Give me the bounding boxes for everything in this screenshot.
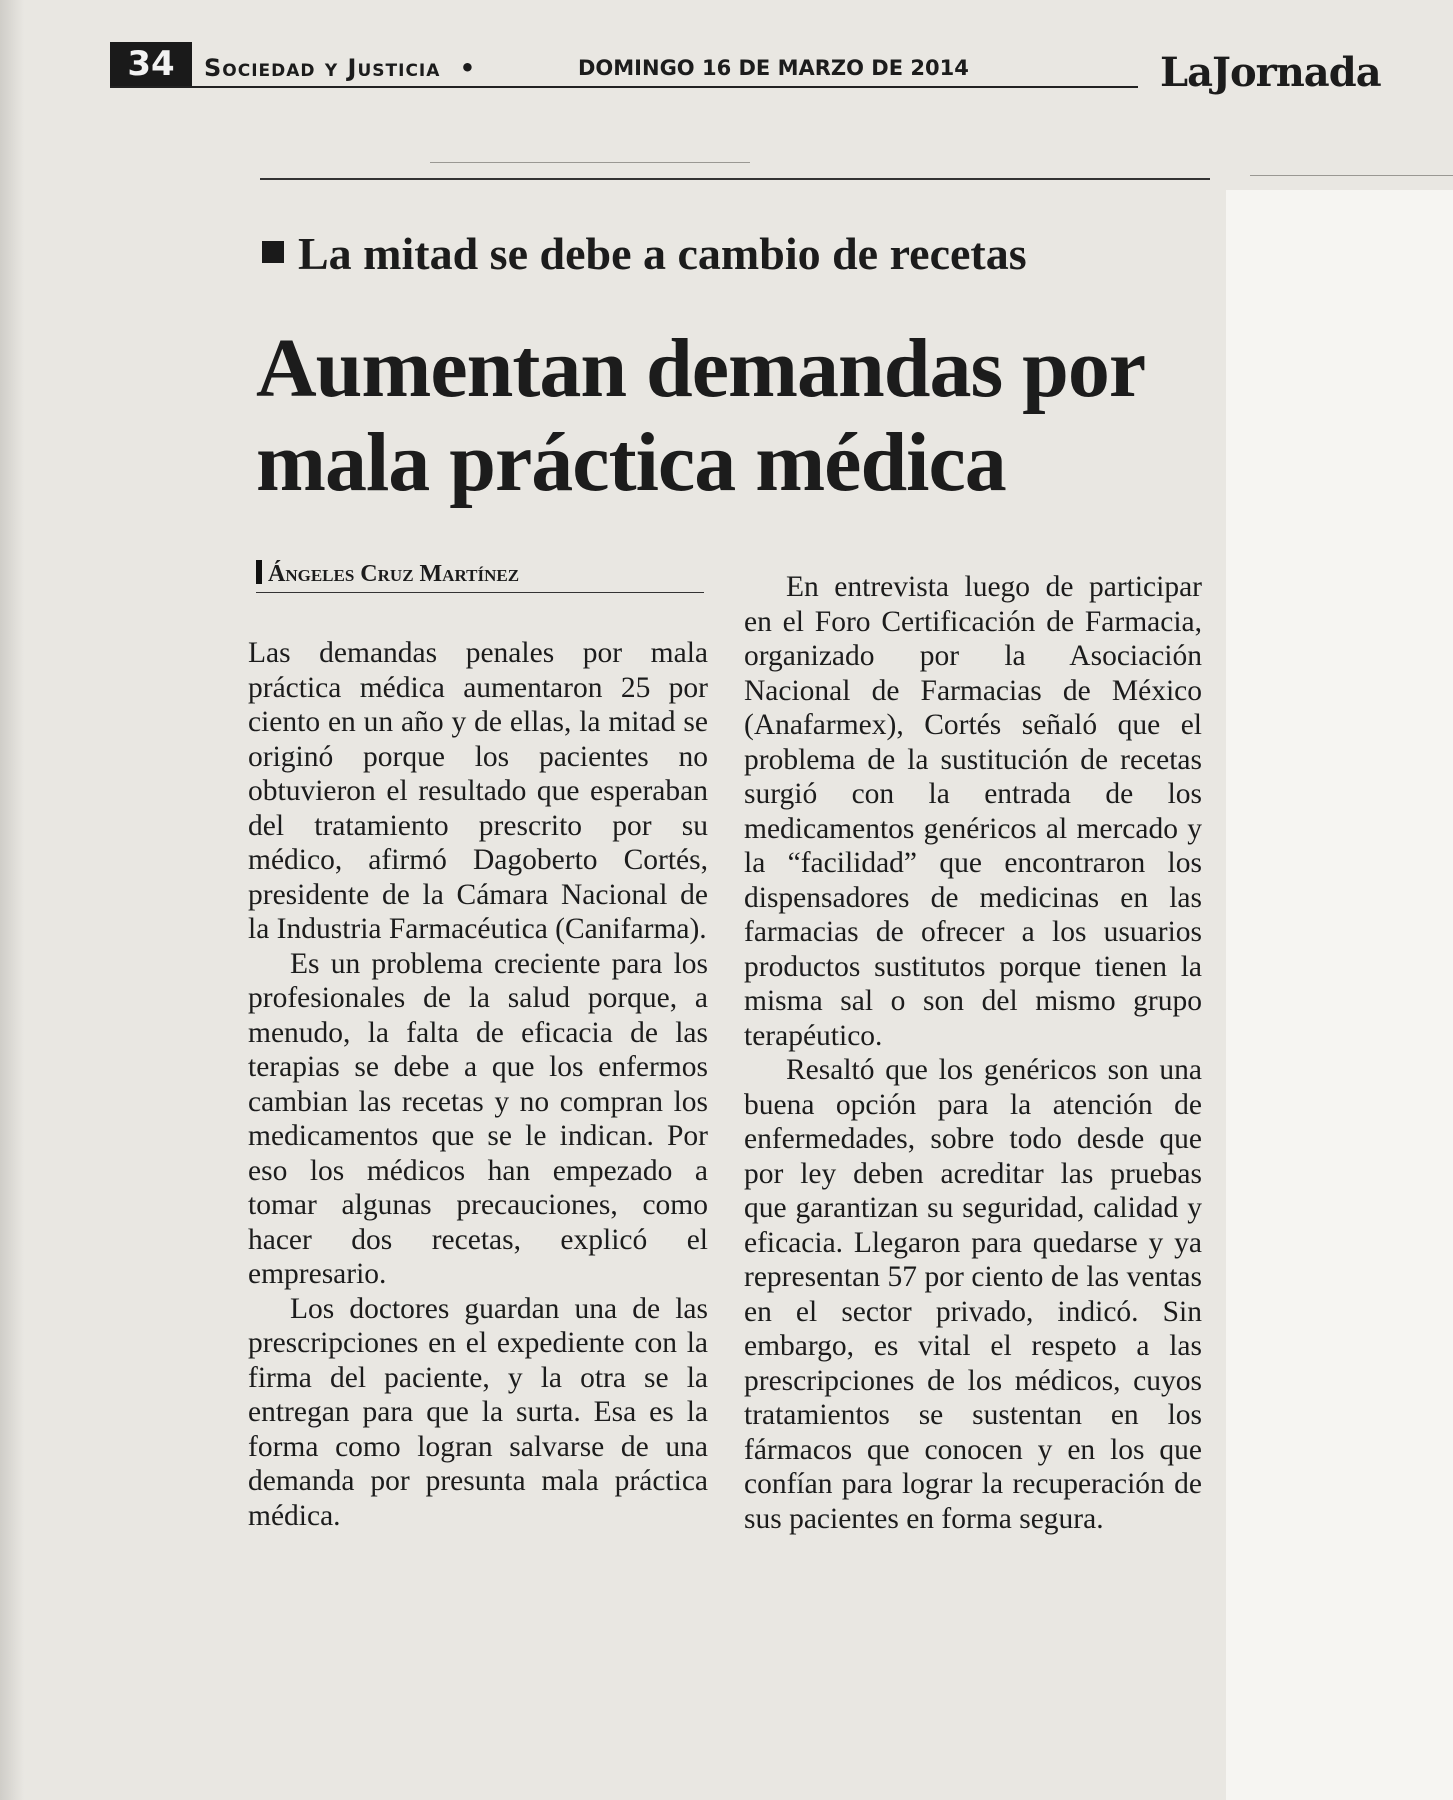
header-rule (110, 86, 1138, 88)
newspaper-logo: LaJornada (1160, 49, 1381, 96)
byline-bar (256, 560, 262, 584)
article-column-left (248, 636, 708, 1533)
section-label (204, 48, 476, 88)
ghost-rule-right (1250, 175, 1453, 176)
paragraph: Es un problema creciente para los profesionales de la salud porque, a menudo, la falta de eficacia de las terapias se debe a que los enfermos cambian las recetas y no compran los medicamentos que se le indican. Por eso los médicos han empezado a tomar algunas precauciones, como hacer dos recetas, explicó el empresario. (248, 947, 708, 1290)
square-bullet-icon (262, 241, 284, 263)
paragraph: Resaltó que los genéricos son una buena opción para la atención de enfermedades, sobre todo desde que por ley deben acreditar las pruebas que garantizan su seguridad, calidad y eficacia. Llegaron para quedarse y ya representan 57 por ciento de las ventas en el sector privado, indicó. Sin embargo, es vital el respeto a las prescripciones de los médicos, cuyos tratamientos se sustentan en los fármacos que conocen y en los que confían para lograr la recuperación de sus pacientes en forma segura. (744, 1054, 1202, 1535)
article-byline (256, 556, 704, 593)
article-kicker (262, 226, 1027, 282)
paragraph: En entrevista luego de participar en el Foro Certificación de Farmacia, organizado por la Asociación Nacional de Farmacias de México (Anafarmex), Cortés señaló que el problema de la sustitución de recetas surgió con la entrada de los medicamentos genéricos al mercado y la “facilidad” que encontraron los dispensadores de medicinas en las farmacias de ofrecer a los usuarios productos sustitutos porque tienen la misma sal o son del mismo grupo terapéutico. (744, 571, 1202, 1052)
header-separator: • (459, 54, 477, 82)
page-number: 34 (110, 42, 192, 86)
section-name: Sociedad y Justicia (204, 54, 441, 82)
scan-edge-shadow (0, 0, 24, 1800)
article-column-right (744, 570, 1202, 1536)
article-headline (256, 322, 1236, 510)
masked-margin (1226, 190, 1453, 1800)
headline-line-2: mala práctica médica (256, 416, 1006, 509)
kicker-text: La mitad se debe a cambio de recetas (298, 228, 1027, 279)
ghost-rule-left (430, 162, 750, 163)
byline-author: Ángeles Cruz Martínez (268, 561, 520, 587)
header-date: DOMINGO 16 DE MARZO DE 2014 (578, 56, 969, 80)
article-top-rule (260, 178, 1210, 180)
paragraph: Los doctores guardan una de las prescripciones en el expediente con la firma del paciente, y la otra se la entregan para que la surta. Esa es la forma como logran salvarse de una demanda por presunta mala práctica médica. (248, 1292, 708, 1532)
headline-line-1: Aumentan demandas por (256, 322, 1146, 415)
paragraph: Las demandas penales por mala práctica médica aumentaron 25 por ciento en un año y de ellas, la mitad se originó porque los pacientes no obtuvieron el resultado que esperaban del tratamiento prescrito por su médico, afirmó Dagoberto Cortés, presidente de la Cámara Nacional de la Industria Farmacéutica (Canifarma). (248, 637, 708, 945)
